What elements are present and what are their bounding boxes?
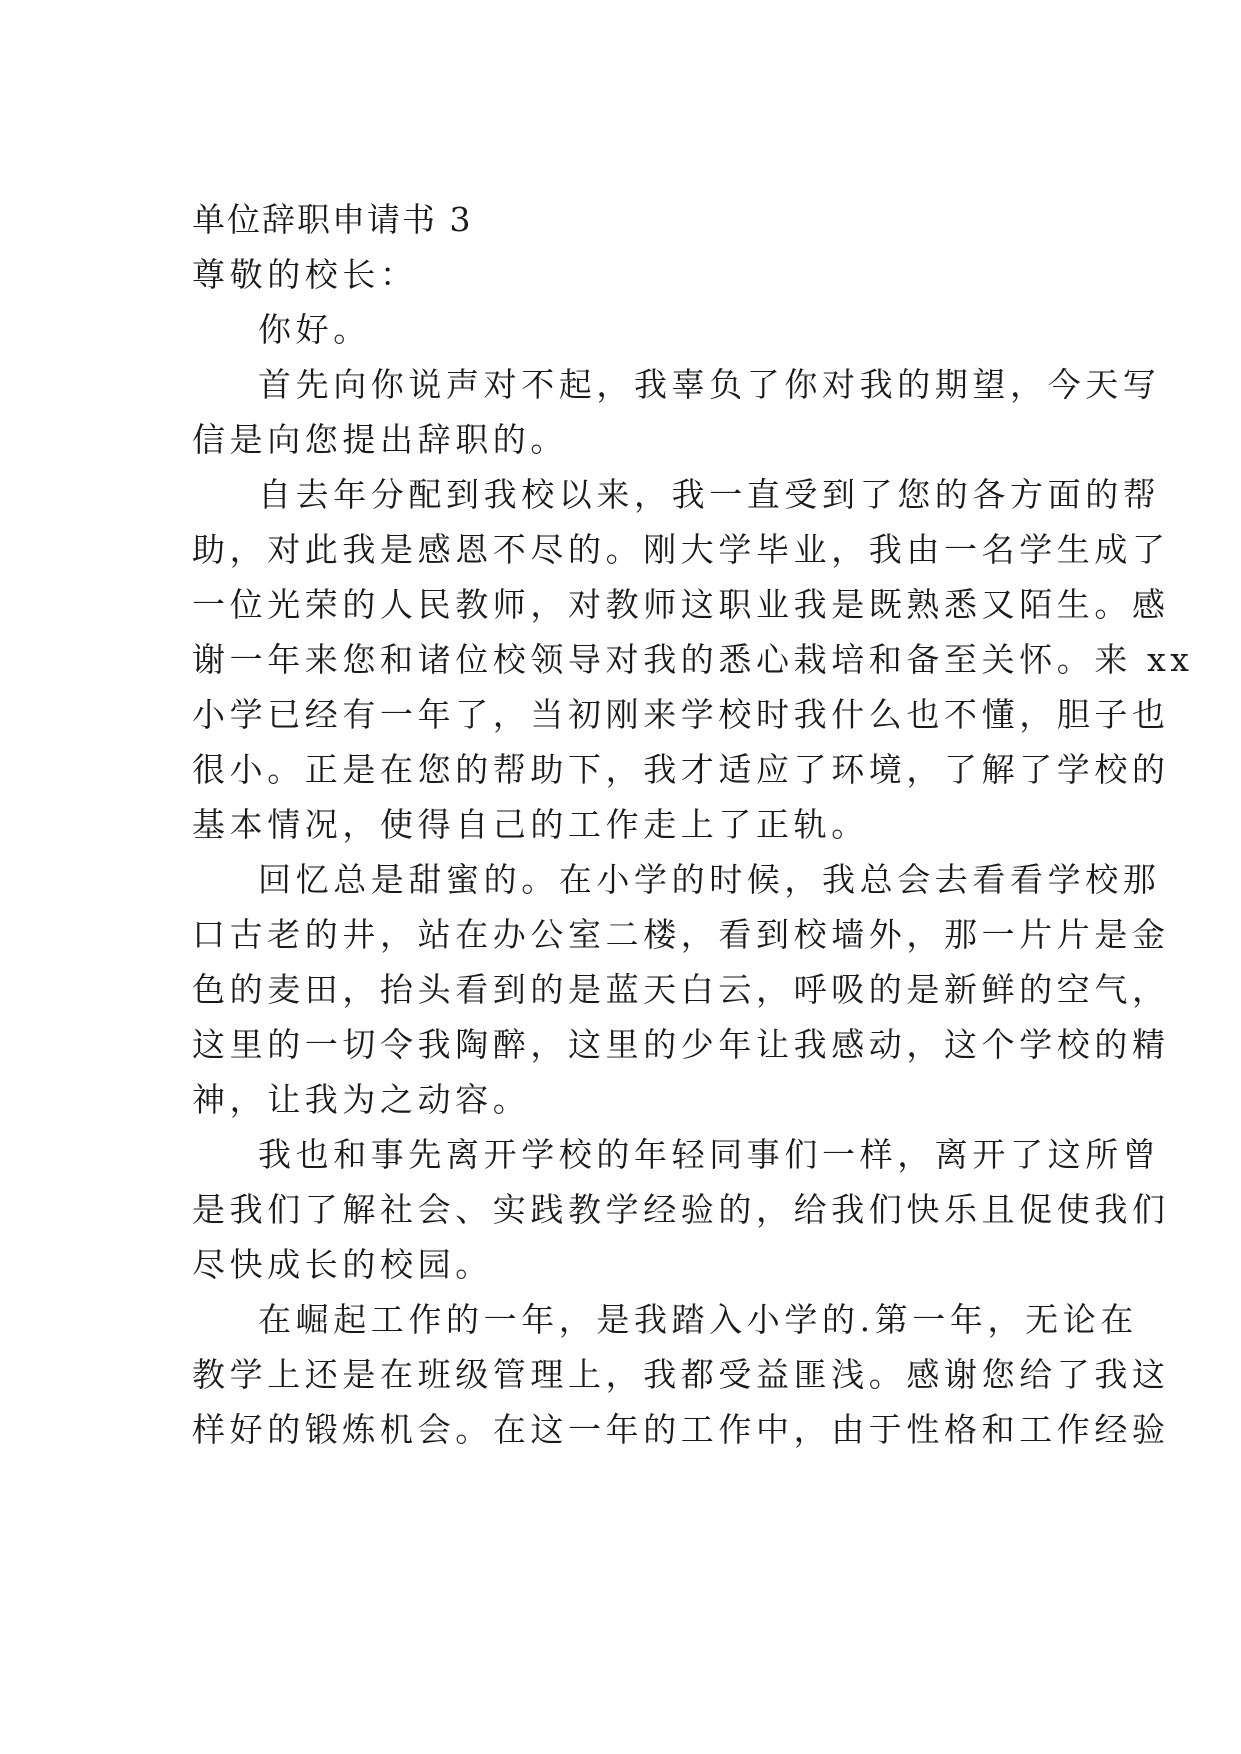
paragraph-line: 你好。 [258, 310, 371, 349]
paragraph-line: 这里的一切令我陶醉，这里的少年让我感动，这个学校的精 [192, 1025, 1170, 1064]
paragraph-line: 小学已经有一年了，当初刚来学校时我什么也不懂，胆子也 [192, 695, 1170, 734]
paragraph-line: 一位光荣的人民教师，对教师这职业我是既熟悉又陌生。感 [192, 585, 1170, 624]
document-title: 单位辞职申请书 3 [192, 200, 473, 239]
paragraph-line: 首先向你说声对不起，我辜负了你对我的期望，今天写 [258, 365, 1161, 404]
paragraph-line: 我也和事先离开学校的年轻同事们一样，离开了这所曾 [258, 1135, 1161, 1174]
paragraph-line: 基本情况，使得自己的工作走上了正轨。 [192, 805, 869, 844]
paragraph-line: 口古老的井，站在办公室二楼，看到校墙外，那一片片是金 [192, 915, 1170, 954]
paragraph-line: 神，让我为之动容。 [192, 1080, 531, 1119]
paragraph-line: 自去年分配到我校以来，我一直受到了您的各方面的帮 [258, 475, 1161, 514]
paragraph-line: 信是向您提出辞职的。 [192, 420, 568, 459]
paragraph-line: 回忆总是甜蜜的。在小学的时候，我总会去看看学校那 [258, 860, 1161, 899]
paragraph-line: 色的麦田，抬头看到的是蓝天白云，呼吸的是新鲜的空气， [192, 970, 1170, 1009]
paragraph-line: 尽快成长的校园。 [192, 1245, 493, 1284]
paragraph-line: 很小。正是在您的帮助下，我才适应了环境，了解了学校的 [192, 750, 1170, 789]
paragraph-line: 助，对此我是感恩不尽的。刚大学毕业，我由一名学生成了 [192, 530, 1170, 569]
paragraph-line: 教学上还是在班级管理上，我都受益匪浅。感谢您给了我这 [192, 1355, 1170, 1394]
paragraph-line: 谢一年来您和诸位校领导对我的悉心栽培和备至关怀。来 xx [192, 640, 1194, 679]
paragraph-line: 样好的锻炼机会。在这一年的工作中，由于性格和工作经验 [192, 1410, 1170, 1449]
paragraph-line: 是我们了解社会、实践教学经验的，给我们快乐且促使我们 [192, 1190, 1170, 1229]
salutation: 尊敬的校长： [192, 255, 418, 294]
paragraph-line: 在崛起工作的一年，是我踏入小学的.第一年，无论在 [258, 1300, 1138, 1339]
